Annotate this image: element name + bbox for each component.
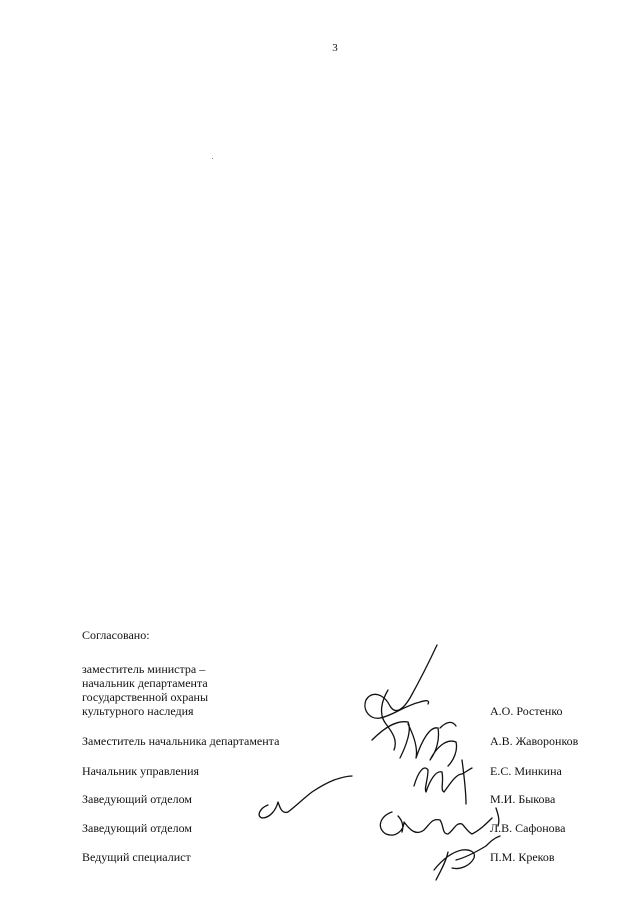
position-title: Заведующий отделом — [82, 792, 192, 806]
position-title: Заместитель начальника департамента — [82, 734, 280, 748]
person-name: М.И. Быкова — [490, 792, 556, 806]
approval-row — [82, 730, 602, 748]
signature-zhavoronkov — [440, 722, 456, 728]
position-title: заместитель министра – начальник департамента государственной охраны культурного наследия — [82, 662, 209, 718]
approval-row — [82, 760, 602, 778]
approval-row — [82, 846, 602, 864]
position-title: Начальник управления — [82, 764, 200, 778]
position-title: Заведующий отделом — [82, 821, 192, 835]
person-name: Л.В. Сафонова — [490, 821, 566, 835]
page-number: 3 — [332, 42, 338, 54]
person-name: А.О. Ростенко — [490, 704, 563, 718]
approval-row — [82, 662, 602, 718]
position-title: Ведущий специалист — [82, 850, 191, 864]
approval-heading: Согласовано: — [82, 628, 150, 642]
person-name: П.М. Креков — [490, 850, 555, 864]
scan-speck — [212, 158, 213, 159]
person-name: Е.С. Минкина — [490, 764, 562, 778]
approval-row — [82, 817, 602, 835]
approval-row — [82, 788, 602, 806]
person-name: А.В. Жаворонков — [490, 734, 579, 748]
